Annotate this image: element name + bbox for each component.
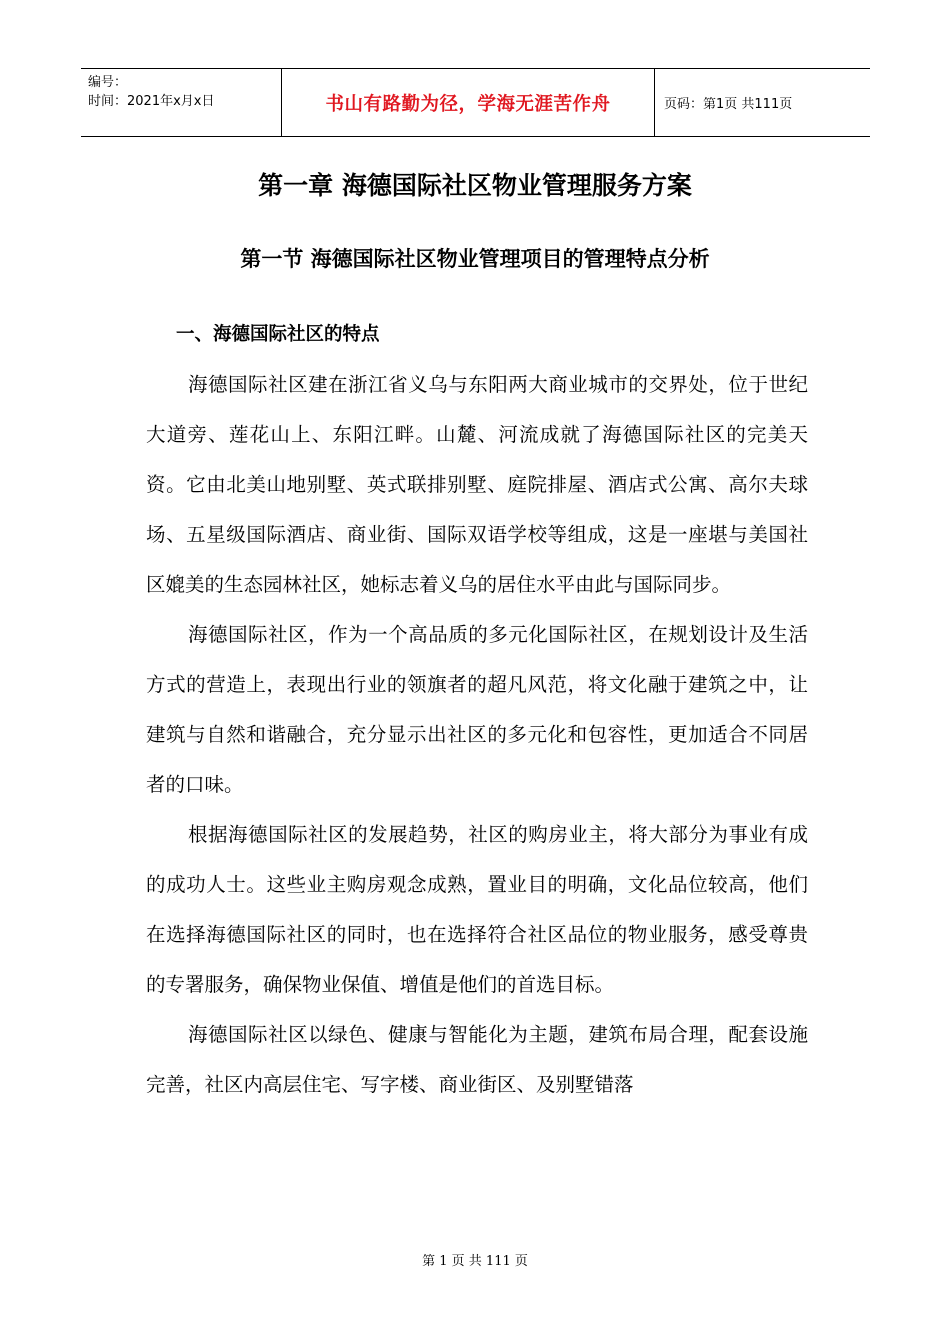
body-text bbox=[146, 360, 808, 1110]
header-page-info: 页码：第1页 共111页 bbox=[664, 97, 793, 112]
page-footer: 第 1 页 共 111 页 bbox=[422, 1254, 528, 1269]
paragraph-2: 海德国际社区，作为一个高品质的多元化国际社区，在规划设计及生活方式的营造上，表现出行业的领旗者的超凡风范，将文化融于建筑之中，让建筑与自然和谐融合，充分显示出社区的多元化和包容性，更加适合不同居者的口味。 bbox=[146, 623, 808, 796]
section-title: 第一节 海德国际社区物业管理项目的管理特点分析 bbox=[240, 247, 710, 271]
paragraph-1: 海德国际社区建在浙江省义乌与东阳两大商业城市的交界处，位于世纪大道旁、莲花山上、东阳江畔。山麓、河流成就了海德国际社区的完美天资。它由北美山地别墅、英式联排别墅、庭院排屋、酒店式公寓、高尔夫球场、五星级国际酒店、商业街、国际双语学校等组成，这是一座堪与美国社区媲美的生态园林社区，她标志着义乌的居住水平由此与国际同步。 bbox=[146, 373, 808, 596]
header-meta-cell bbox=[81, 69, 282, 136]
header-motto: 书山有路勤为径，学海无涯苦作舟 bbox=[282, 69, 655, 136]
paragraph-3: 根据海德国际社区的发展趋势，社区的购房业主，将大部分为事业有成的成功人士。这些业主购房观念成熟，置业目的明确，文化品位较高，他们在选择海德国际社区的同时，也在选择符合社区品位的物业服务，感受尊贵的专署服务，确保物业保值、增值是他们的首选目标。 bbox=[146, 823, 808, 996]
paragraph-4: 海德国际社区以绿色、健康与智能化为主题，建筑布局合理，配套设施完善，社区内高层住宅、写字楼、商业街区、及别墅错落 bbox=[146, 1023, 808, 1096]
header-table bbox=[81, 68, 870, 137]
sub-heading: 一、海德国际社区的特点 bbox=[176, 324, 380, 345]
chapter-title: 第一章 海德国际社区物业管理服务方案 bbox=[258, 171, 692, 200]
document-number-label: 编号： bbox=[88, 75, 128, 90]
document-time-label: 时间：2021年x月x日 bbox=[88, 94, 215, 109]
